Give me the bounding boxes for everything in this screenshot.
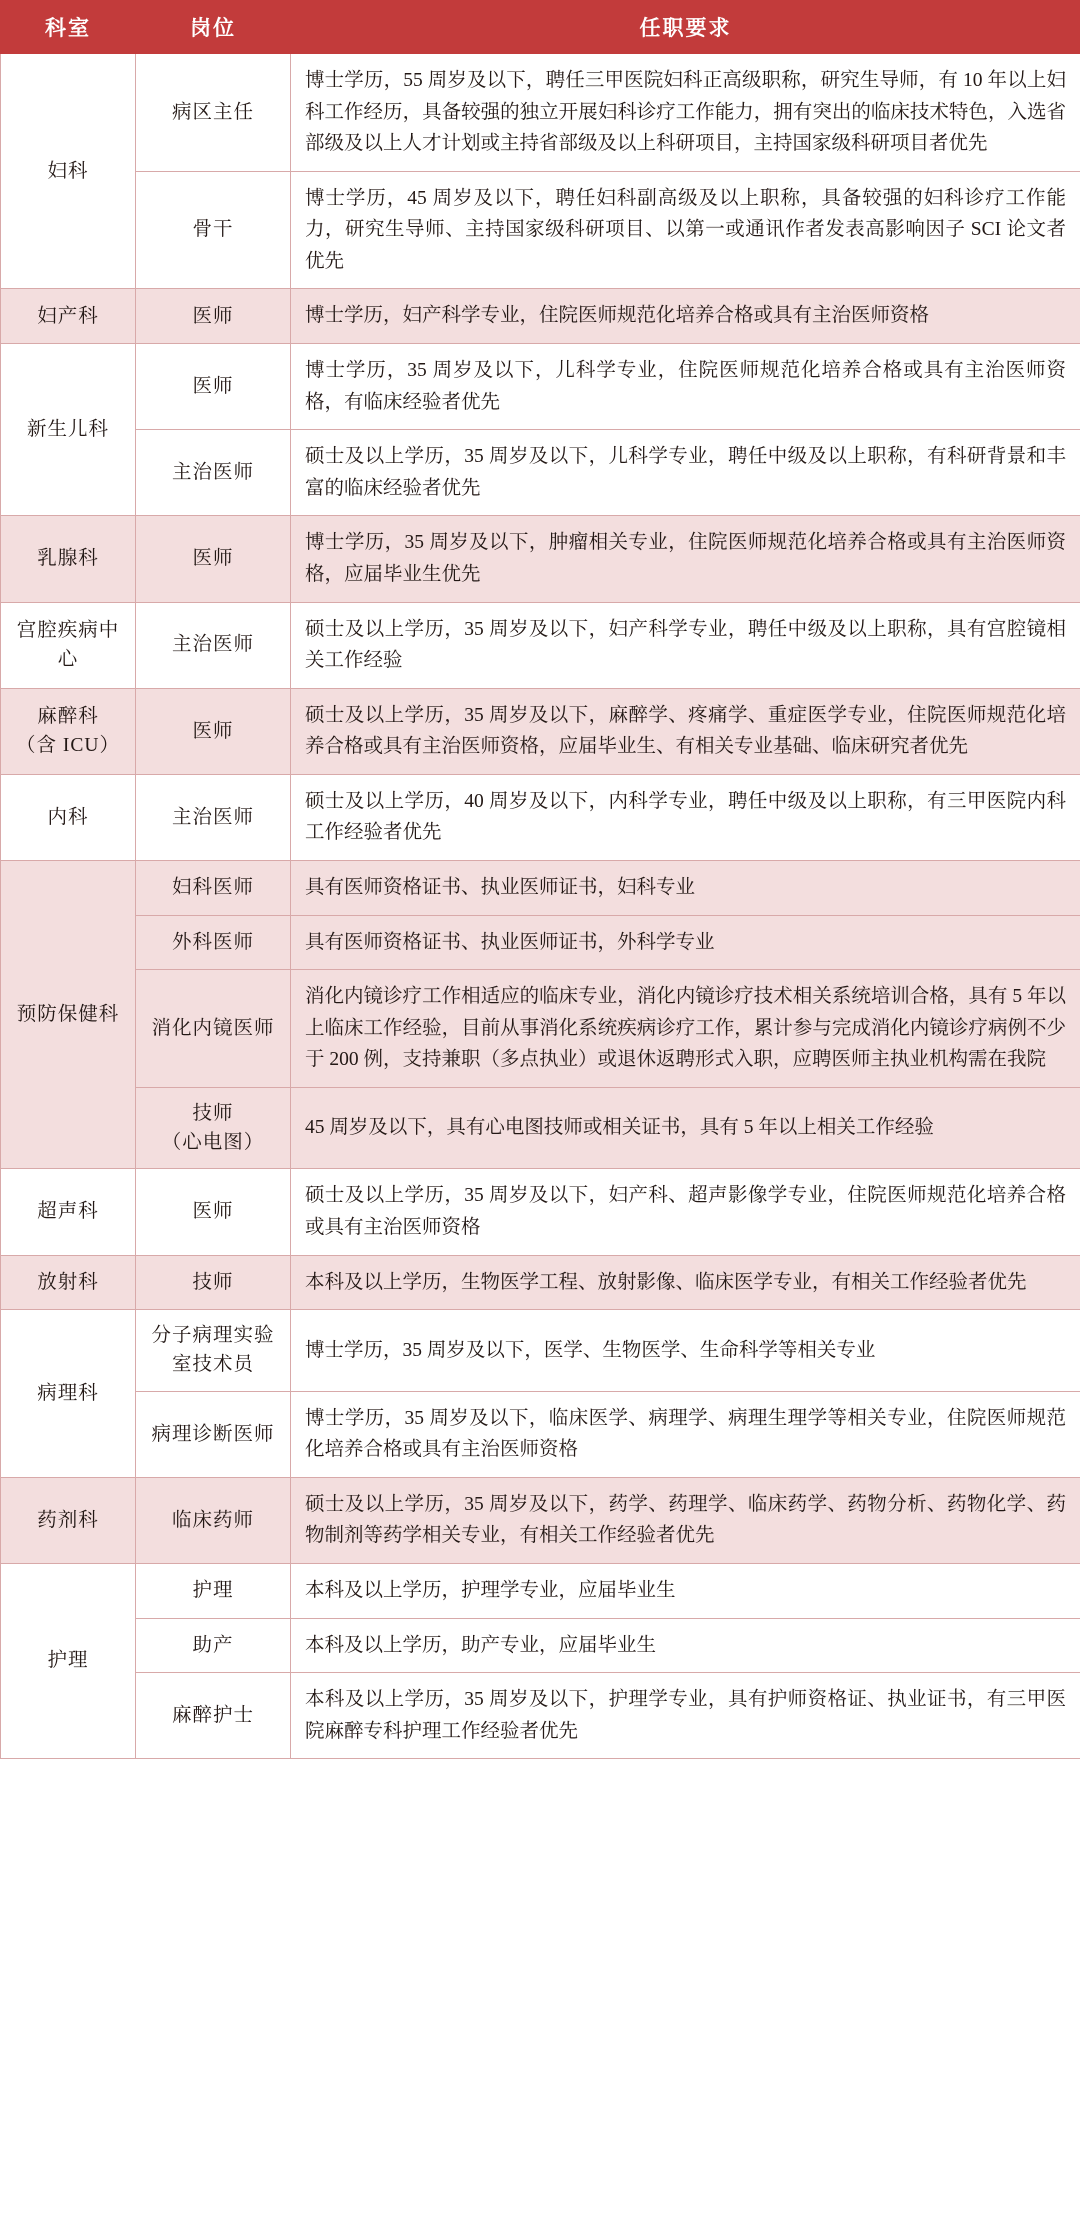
cell-position-line: 外科医师 <box>171 931 254 953</box>
cell-position-line: 助产 <box>192 1634 234 1656</box>
cell-department-line: 护理 <box>47 1650 89 1672</box>
table-row <box>1 1391 1080 1477</box>
cell-department <box>1 688 136 774</box>
table-body <box>1 54 1080 1759</box>
cell-position <box>136 289 291 344</box>
table-row <box>1 1673 1080 1759</box>
table-row <box>1 602 1080 688</box>
cell-requirements: 本科及以上学历，生物医学工程、放射影像、临床医学专业，有相关工作经验者优先 <box>291 1255 1080 1310</box>
cell-position-line: 分子病理实验室技术员 <box>151 1325 275 1376</box>
cell-department-line: 药剂科 <box>37 1509 99 1531</box>
cell-requirements: 博士学历，35 周岁及以下，肿瘤相关专业，住院医师规范化培养合格或具有主治医师资格，应届毕业生优先 <box>291 516 1080 602</box>
cell-requirements: 博士学历，妇产科学专业，住院医师规范化培养合格或具有主治医师资格 <box>291 289 1080 344</box>
cell-department <box>1 344 136 516</box>
column-header-requirements: 任职要求 <box>291 1 1080 54</box>
table-row <box>1 516 1080 602</box>
cell-requirements: 博士学历，35 周岁及以下，儿科学专业，住院医师规范化培养合格或具有主治医师资格，有临床经验者优先 <box>291 344 1080 430</box>
table-row <box>1 1477 1080 1563</box>
cell-position <box>136 430 291 516</box>
cell-requirements: 博士学历，35 周岁及以下，医学、生物医学、生命科学等相关专业 <box>291 1310 1080 1392</box>
cell-position <box>136 1477 291 1563</box>
table-row <box>1 1169 1080 1255</box>
cell-department <box>1 289 136 344</box>
cell-position-line: 主治医师 <box>171 634 254 656</box>
cell-department <box>1 1169 136 1255</box>
cell-department-line: 病理科 <box>37 1382 99 1404</box>
cell-requirements: 博士学历，45 周岁及以下，聘任妇科副高级及以上职称，具备较强的妇科诊疗工作能力，研究生导师、主持国家级科研项目、以第一或通讯作者发表高影响因子 SCI 论文者优先 <box>291 171 1080 289</box>
cell-position <box>136 970 291 1088</box>
cell-position <box>136 1673 291 1759</box>
cell-department <box>1 54 136 289</box>
cell-position-line: 医师 <box>192 1201 234 1223</box>
cell-department <box>1 516 136 602</box>
cell-position <box>136 1618 291 1673</box>
cell-position-line: 技师 <box>192 1271 234 1293</box>
cell-department-line: 妇产科 <box>37 305 99 327</box>
cell-requirements: 本科及以上学历，35 周岁及以下，护理学专业，具有护师资格证、执业证书，有三甲医院麻醉专科护理工作经验者优先 <box>291 1673 1080 1759</box>
table-row <box>1 1310 1080 1392</box>
cell-position-line: （心电图） <box>161 1132 265 1154</box>
table-row <box>1 54 1080 172</box>
cell-position-line: 麻醉护士 <box>171 1705 254 1727</box>
cell-position <box>136 860 291 915</box>
cell-position <box>136 344 291 430</box>
table-row <box>1 915 1080 970</box>
cell-position <box>136 1255 291 1310</box>
cell-department-line: 放射科 <box>37 1271 99 1293</box>
cell-position <box>136 1087 291 1169</box>
cell-position-line: 技师 <box>192 1102 234 1124</box>
cell-department <box>1 1255 136 1310</box>
cell-department-line: 预防保健科 <box>16 1004 120 1026</box>
cell-department <box>1 860 136 1168</box>
cell-requirements: 消化内镜诊疗工作相适应的临床专业，消化内镜诊疗技术相关系统培训合格，具有 5 年以上临床工作经验，目前从事消化系统疾病诊疗工作，累计参与完成消化内镜诊疗病例不少于 200 例，支持兼职（多点执业）或退休返聘形式入职，应聘医师主执业机构需在我院 <box>291 970 1080 1088</box>
cell-position <box>136 171 291 289</box>
cell-department-line: 宫腔疾病中心 <box>16 619 120 671</box>
cell-position-line: 医师 <box>192 548 234 570</box>
cell-requirements: 具有医师资格证书、执业医师证书，外科学专业 <box>291 915 1080 970</box>
cell-requirements: 本科及以上学历，助产专业，应届毕业生 <box>291 1618 1080 1673</box>
cell-position-line: 妇科医师 <box>171 877 254 899</box>
cell-department <box>1 1477 136 1563</box>
cell-position <box>136 602 291 688</box>
cell-department <box>1 1563 136 1758</box>
cell-requirements: 45 周岁及以下，具有心电图技师或相关证书，具有 5 年以上相关工作经验 <box>291 1087 1080 1169</box>
cell-department-line: 内科 <box>47 806 89 828</box>
table-row <box>1 970 1080 1088</box>
cell-position <box>136 1563 291 1618</box>
cell-department <box>1 774 136 860</box>
table-row <box>1 1087 1080 1169</box>
table-row <box>1 289 1080 344</box>
table-row <box>1 344 1080 430</box>
cell-position <box>136 516 291 602</box>
cell-requirements: 具有医师资格证书、执业医师证书，妇科专业 <box>291 860 1080 915</box>
cell-requirements: 硕士及以上学历，35 周岁及以下，麻醉学、疼痛学、重症医学专业，住院医师规范化培养合格或具有主治医师资格，应届毕业生、有相关专业基础、临床研究者优先 <box>291 688 1080 774</box>
cell-requirements: 博士学历，55 周岁及以下，聘任三甲医院妇科正高级职称，研究生导师，有 10 年以上妇科工作经历，具备较强的独立开展妇科诊疗工作能力，拥有突出的临床技术特色，入选省部级及以上人才计划或主持省部级及以上科研项目，主持国家级科研项目者优先 <box>291 54 1080 172</box>
table-row <box>1 1255 1080 1310</box>
cell-position-line: 骨干 <box>192 219 234 241</box>
cell-department-line: 超声科 <box>37 1201 99 1223</box>
cell-department <box>1 1310 136 1478</box>
table-row <box>1 171 1080 289</box>
table-row <box>1 688 1080 774</box>
cell-position-line: 病区主任 <box>171 101 254 123</box>
cell-requirements: 硕士及以上学历，35 周岁及以下，药学、药理学、临床药学、药物分析、药物化学、药物制剂等药学相关专业，有相关工作经验者优先 <box>291 1477 1080 1563</box>
cell-position-line: 病理诊断医师 <box>151 1423 275 1445</box>
cell-position-line: 主治医师 <box>171 806 254 828</box>
cell-requirements: 博士学历，35 周岁及以下，临床医学、病理学、病理生理学等相关专业，住院医师规范化培养合格或具有主治医师资格 <box>291 1391 1080 1477</box>
cell-position-line: 医师 <box>192 720 234 742</box>
cell-position-line: 护理 <box>192 1580 234 1602</box>
cell-requirements: 硕士及以上学历，40 周岁及以下，内科学专业，聘任中级及以上职称，有三甲医院内科工作经验者优先 <box>291 774 1080 860</box>
column-header-position: 岗位 <box>136 1 291 54</box>
cell-position <box>136 1391 291 1477</box>
cell-position-line: 主治医师 <box>171 462 254 484</box>
table-header-row <box>1 1 1080 54</box>
cell-position-line: 医师 <box>192 376 234 397</box>
table-row <box>1 430 1080 516</box>
table-row <box>1 1563 1080 1618</box>
column-header-department: 科室 <box>1 1 136 54</box>
cell-department-line: 麻醉科 <box>37 706 99 727</box>
cell-requirements: 硕士及以上学历，35 周岁及以下，妇产科学专业，聘任中级及以上职称，具有宫腔镜相关工作经验 <box>291 602 1080 688</box>
cell-position-line: 临床药师 <box>171 1509 254 1531</box>
cell-department-line: 乳腺科 <box>37 548 99 570</box>
cell-department-line: （含 ICU） <box>16 735 120 757</box>
cell-requirements: 硕士及以上学历，35 周岁及以下，儿科学专业，聘任中级及以上职称，有科研背景和丰富的临床经验者优先 <box>291 430 1080 516</box>
cell-position <box>136 1169 291 1255</box>
cell-department <box>1 602 136 688</box>
table-row <box>1 1618 1080 1673</box>
cell-requirements: 硕士及以上学历，35 周岁及以下，妇产科、超声影像学专业，住院医师规范化培养合格或具有主治医师资格 <box>291 1169 1080 1255</box>
cell-position-line: 消化内镜医师 <box>151 1017 275 1039</box>
cell-department-line: 新生儿科 <box>26 419 109 441</box>
cell-requirements: 本科及以上学历，护理学专业，应届毕业生 <box>291 1563 1080 1618</box>
cell-department-line: 妇科 <box>47 160 89 182</box>
cell-position <box>136 54 291 172</box>
table-row <box>1 774 1080 860</box>
cell-position <box>136 774 291 860</box>
cell-position <box>136 1310 291 1392</box>
table-row <box>1 860 1080 915</box>
cell-position <box>136 688 291 774</box>
cell-position-line: 医师 <box>192 305 234 327</box>
cell-position <box>136 915 291 970</box>
